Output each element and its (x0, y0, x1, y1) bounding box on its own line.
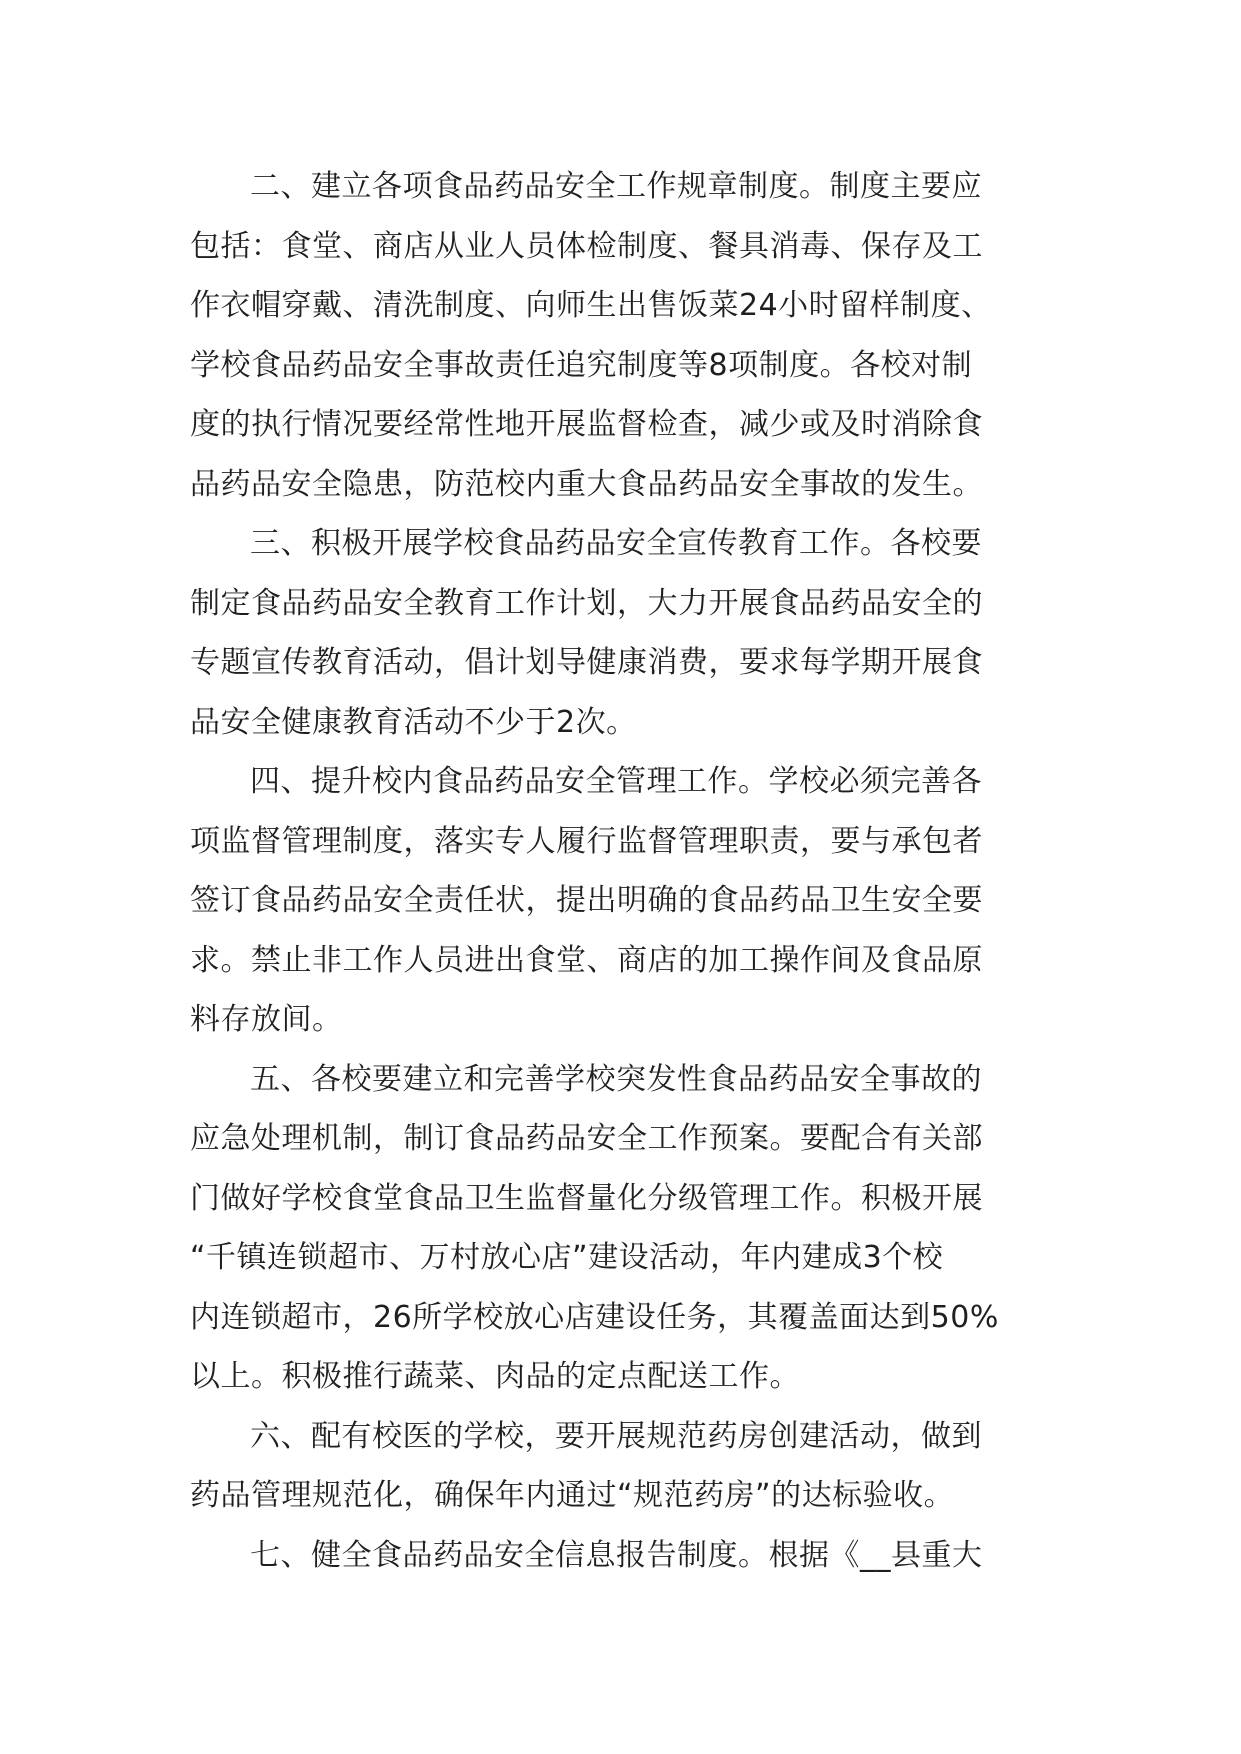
text-line: 作衣帽穿戴、清洗制度、向师生出售饭菜24小时留样制度、 (190, 288, 992, 323)
text-line: 度的执行情况要经常性地开展监督检查，减少或及时消除食 (190, 407, 983, 442)
text-line: 应急处理机制，制订食品药品安全工作预案。要配合有关部 (190, 1121, 983, 1156)
text-line: “千镇连锁超市、万村放心店”建设活动，年内建成3个校 (190, 1240, 944, 1275)
text-line: 制定食品药品安全教育工作计划，大力开展食品药品安全的 (190, 585, 983, 621)
text-line: 品药品安全隐患，防范校内重大食品药品安全事故的发生。 (190, 466, 983, 502)
text-line: 签订食品药品安全责任状，提出明确的食品药品卫生安全要 (190, 883, 983, 918)
text-line: 以上。积极推行蔬菜、肉品的定点配送工作。 (190, 1359, 800, 1394)
paragraph-3-heading-line: 三、积极开展学校食品药品安全宣传教育工作。各校要 (250, 526, 982, 561)
text-line: 求。禁止非工作人员进出食堂、商店的加工操作间及食品原 (190, 942, 983, 978)
text-line: 项监督管理制度，落实专人履行监督管理职责，要与承包者 (190, 823, 983, 859)
paragraph-5-heading-line: 五、各校要建立和完善学校突发性食品药品安全事故的 (250, 1061, 982, 1097)
document-body (190, 157, 1070, 1585)
paragraph-4-heading-line: 四、提升校内食品药品安全管理工作。学校必须完善各 (250, 764, 982, 799)
text-line: 门做好学校食堂食品卫生监督量化分级管理工作。积极开展 (190, 1180, 983, 1216)
paragraph-6-heading-line: 六、配有校医的学校，要开展规范药房创建活动，做到 (250, 1418, 982, 1454)
paragraph-2-heading-line: 二、建立各项食品药品安全工作规章制度。制度主要应 (250, 169, 982, 204)
text-line: 内连锁超市，26所学校放心店建设任务，其覆盖面达到50% (190, 1299, 999, 1335)
text-line: 料存放间。 (190, 1002, 343, 1037)
text-line: 专题宣传教育活动，倡计划导健康消费，要求每学期开展食 (190, 645, 983, 680)
text-line: 品安全健康教育活动不少于2次。 (190, 704, 637, 740)
text-line: 学校食品药品安全事故责任追究制度等8项制度。各校对制 (190, 347, 973, 383)
text-line: 药品管理规范化，确保年内通过“规范药房”的达标验收。 (190, 1478, 955, 1513)
text-line: 包括：食堂、商店从业人员体检制度、餐具消毒、保存及工 (190, 228, 983, 264)
paragraph-7-heading-line: 七、健全食品药品安全信息报告制度。根据《__县重大 (250, 1537, 983, 1573)
